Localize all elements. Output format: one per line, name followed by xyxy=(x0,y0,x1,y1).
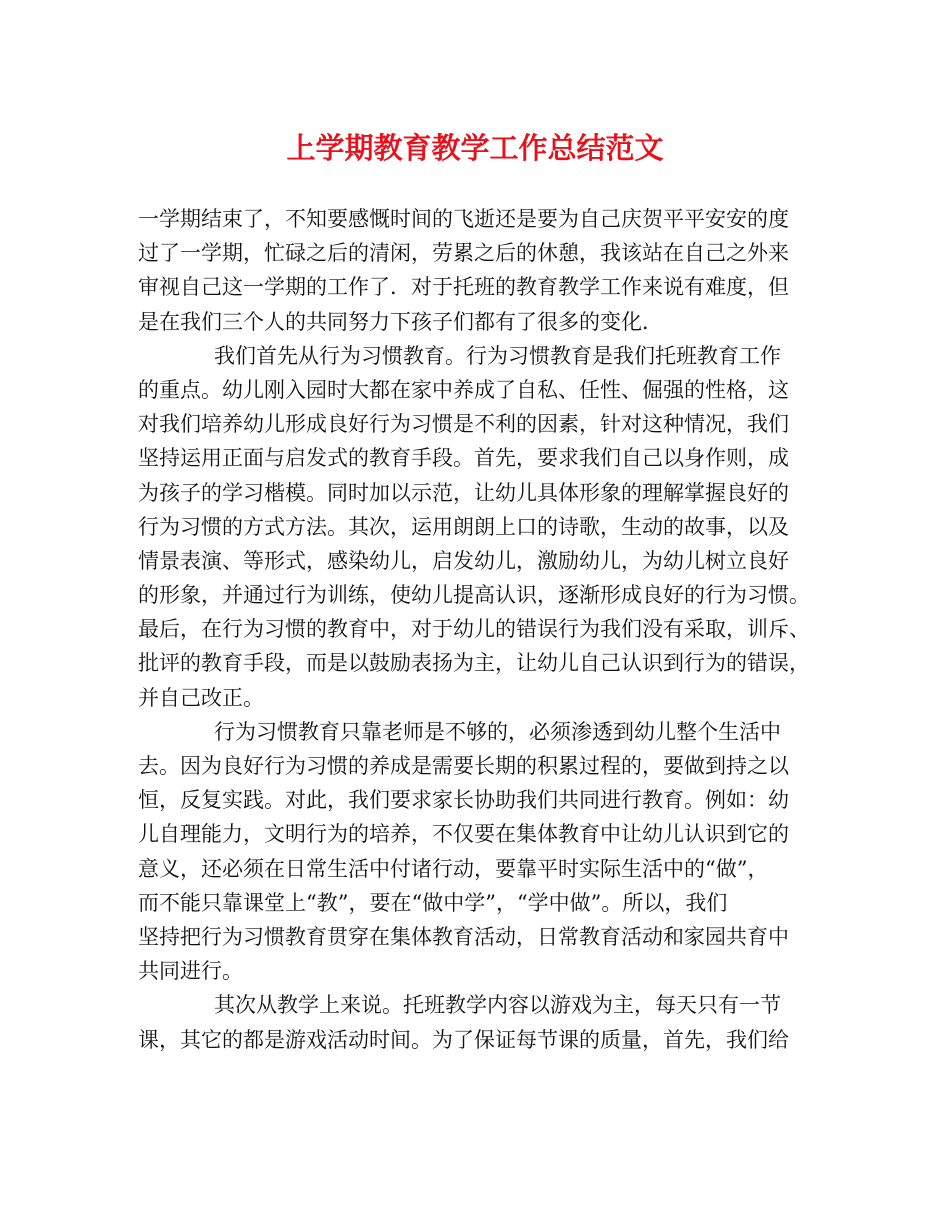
document-title: 上学期教育教学工作总结范文 xyxy=(286,131,664,165)
paragraph-line: 过了一学期，忙碌之后的清闲，劳累之后的休憩，我该站在自己之外来 xyxy=(138,241,789,266)
paragraph-line: 儿自理能力，文明行为的培养，不仅要在集体教育中让幼儿认识到它的 xyxy=(138,822,789,847)
paragraph-line: 的形象，并通过行为训练，使幼儿提高认识，逐渐形成良好的行为习惯。 xyxy=(138,583,810,608)
paragraph-line: 情景表演、等形式，感染幼儿，启发幼儿，激励幼儿，为幼儿树立良好 xyxy=(138,548,789,573)
paragraph-line: 是在我们三个人的共同努力下孩子们都有了很多的变化． xyxy=(138,309,663,334)
paragraph-line: 批评的教育手段，而是以鼓励表扬为主，让幼儿自己认识到行为的错误， xyxy=(138,651,810,676)
paragraph-line: 共同进行。 xyxy=(138,959,243,984)
paragraph-line: 行为习惯教育只靠老师是不够的，必须渗透到幼儿整个生活中 xyxy=(214,719,781,744)
paragraph-line: 并自己改正。 xyxy=(138,685,264,710)
paragraph-line: 课，其它的都是游戏活动时间。为了保证每节课的质量，首先，我们给 xyxy=(138,1027,789,1052)
paragraph-line: 其次从教学上来说。托班教学内容以游戏为主，每天只有一节 xyxy=(214,993,781,1018)
paragraph-3 xyxy=(138,715,824,989)
paragraph-line: 对我们培养幼儿形成良好行为习惯是不利的因素，针对这种情况，我们 xyxy=(138,412,789,437)
paragraph-line: 恒，反复实践。对此，我们要求家长协助我们共同进行教育。例如：幼 xyxy=(138,788,789,813)
paragraph-4 xyxy=(138,988,824,1056)
paragraph-line: 坚持把行为习惯教育贯穿在集体教育活动，日常教育活动和家园共育中 xyxy=(138,924,789,949)
paragraph-line: 去。因为良好行为习惯的养成是需要长期的积累过程的，要做到持之以 xyxy=(138,754,789,778)
paragraph-1 xyxy=(138,202,824,339)
paragraph-line: 审视自己这一学期的工作了．对于托班的教育教学工作来说有难度，但 xyxy=(138,275,789,300)
paragraph-2 xyxy=(138,339,824,715)
paragraph-line: 行为习惯的方式方法。其次，运用朗朗上口的诗歌，生动的故事，以及 xyxy=(138,514,789,539)
paragraph-line: 而不能只靠课堂上“教”，要在“做中学”，“学中做”。所以，我们 xyxy=(138,890,728,915)
document-body xyxy=(138,202,824,1057)
paragraph-line: 为孩子的学习楷模。同时加以示范，让幼儿具体形象的理解掌握良好的 xyxy=(138,480,789,505)
paragraph-line: 坚持运用正面与启发式的教育手段。首先，要求我们自己以身作则，成 xyxy=(138,446,789,471)
paragraph-line: 意义，还必须在日常生活中付诸行动，要靠平时实际生活中的“做”， xyxy=(138,856,769,881)
paragraph-line: 一学期结束了，不知要感慨时间的飞逝还是要为自己庆贺平平安安的度 xyxy=(138,207,789,231)
paragraph-line: 最后，在行为习惯的教育中，对于幼儿的错误行为我们没有采取，训斥、 xyxy=(138,617,810,642)
paragraph-line: 的重点。幼儿刚入园时大都在家中养成了自私、任性、倔强的性格，这 xyxy=(138,377,789,402)
paragraph-line: 我们首先从行为习惯教育。行为习惯教育是我们托班教育工作 xyxy=(214,343,781,368)
